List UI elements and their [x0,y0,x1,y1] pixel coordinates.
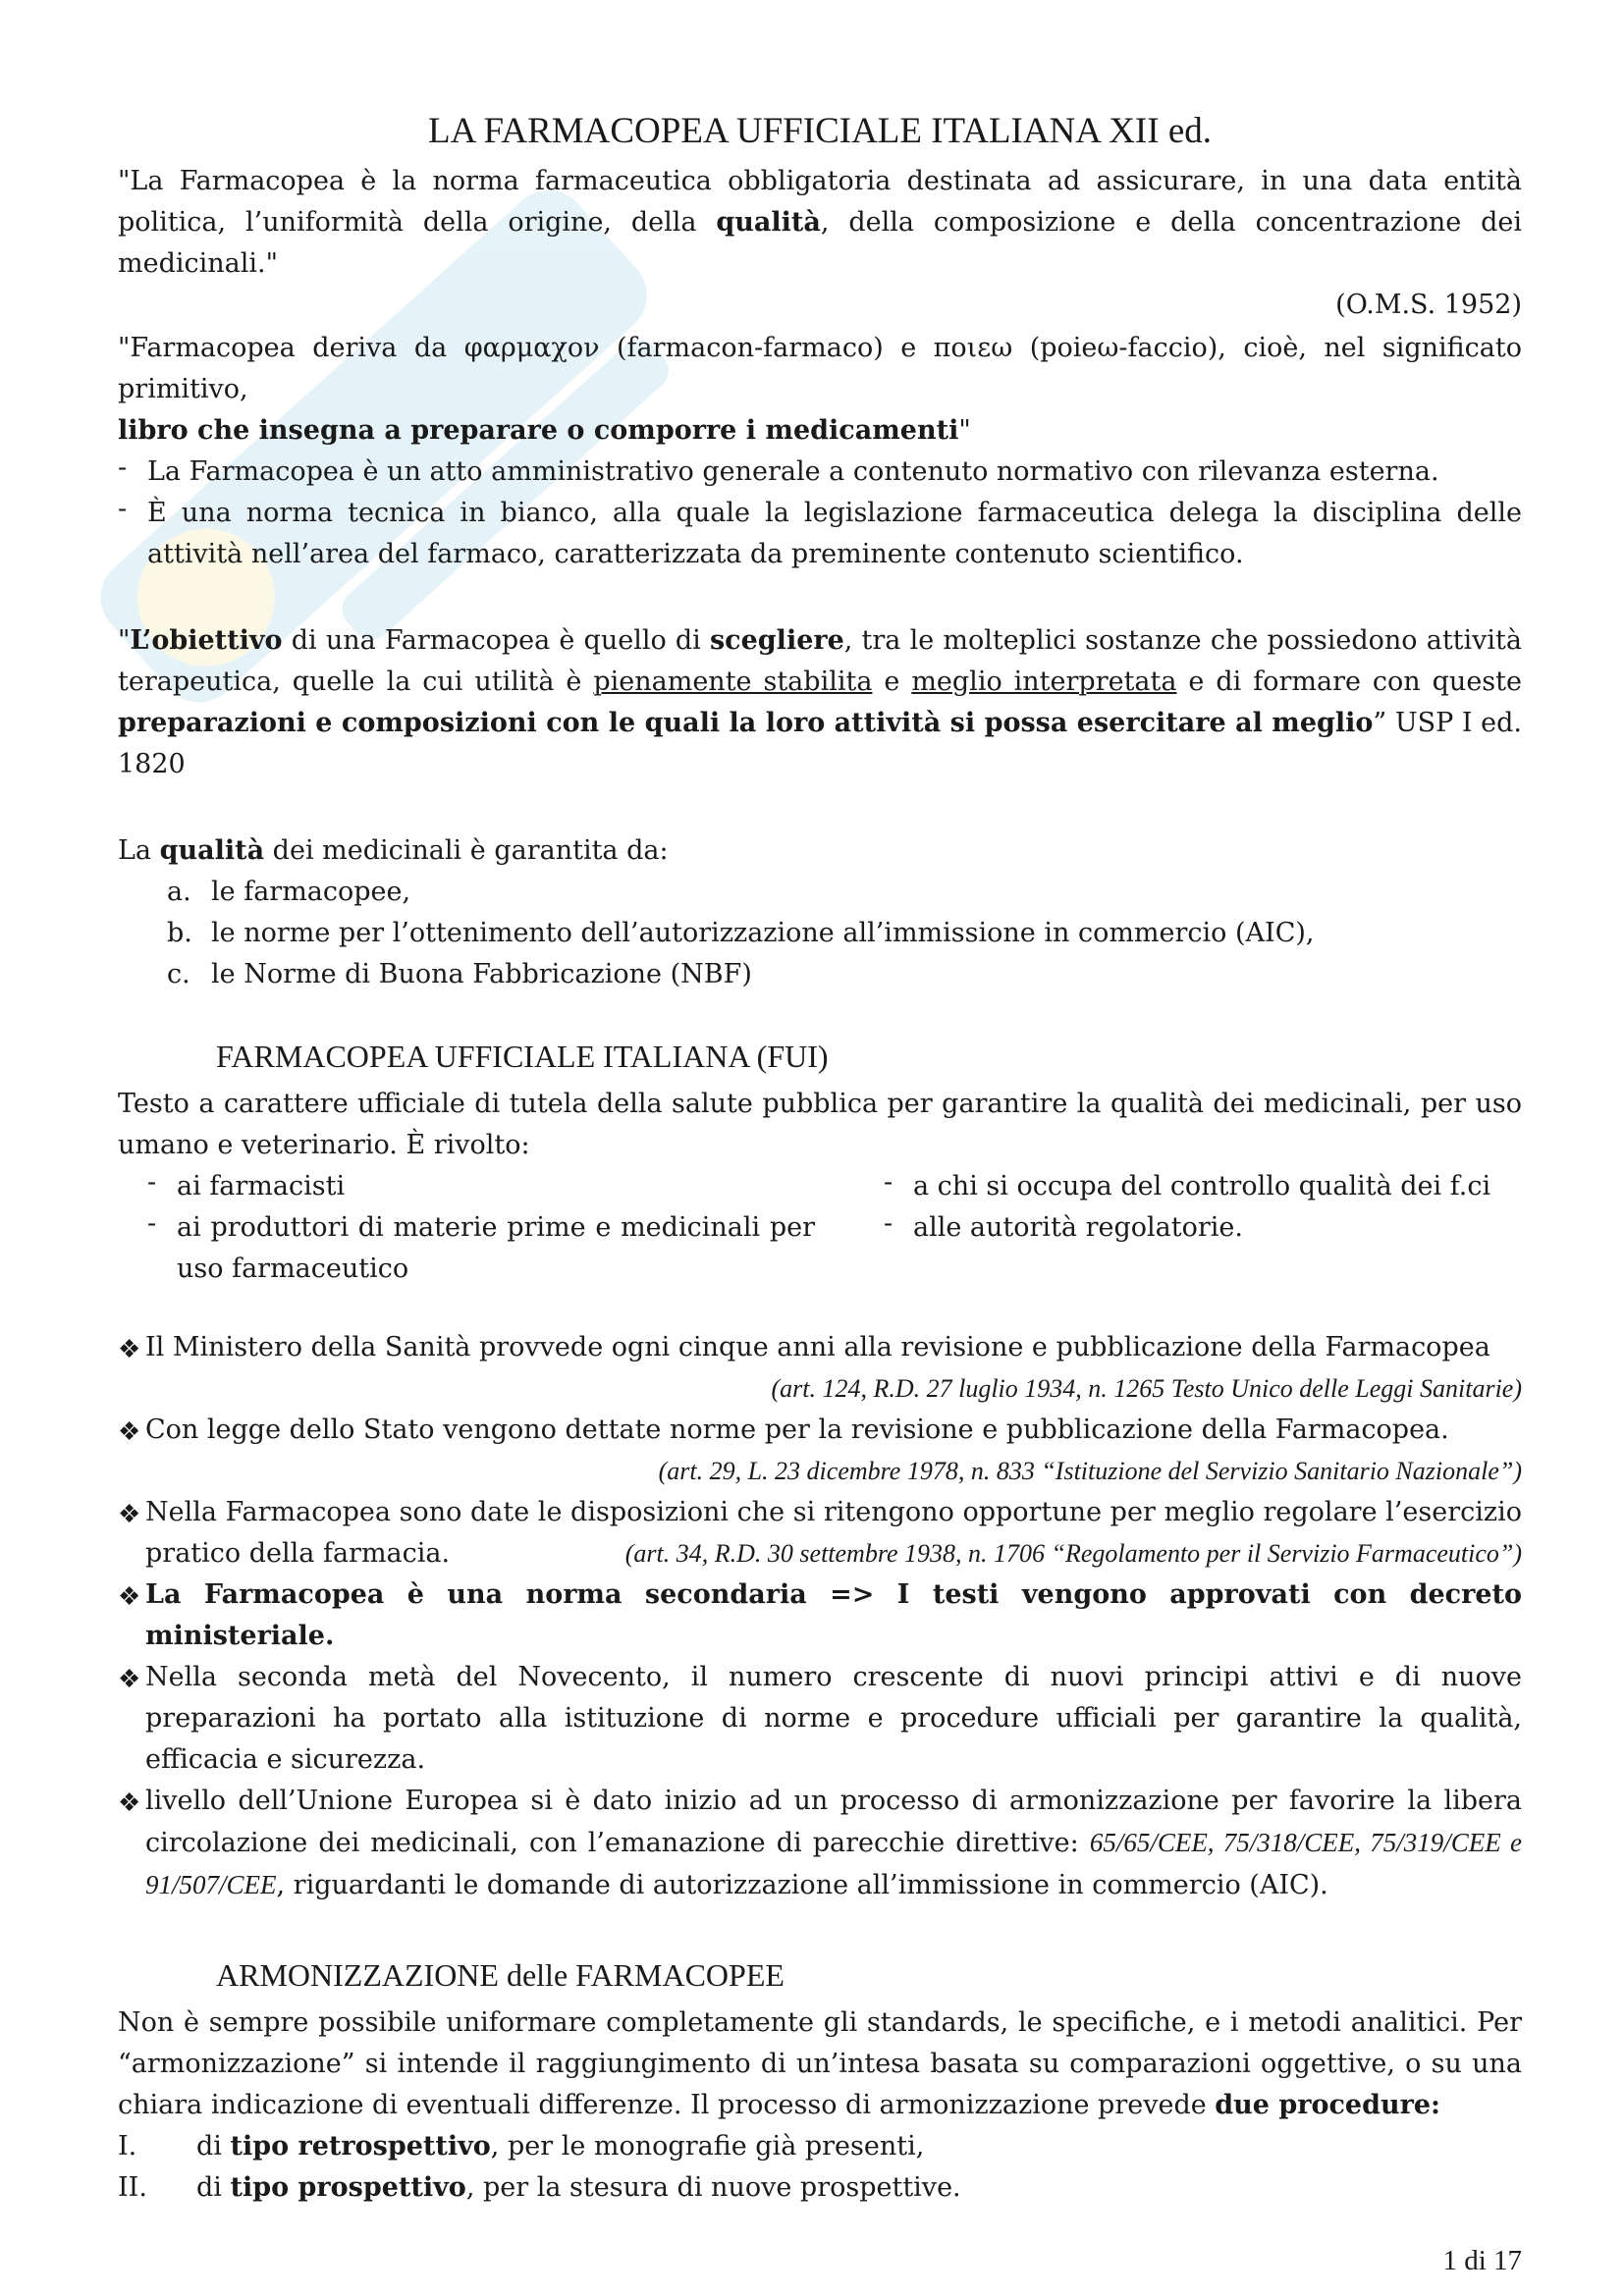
fui-paragraph: Testo a carattere ufficiale di tutela della salute pubblica per garantire la qualità dei medicinali, per uso umano e veterinario. È rivolto: [118,1089,1522,1160]
quality-intro: La qualità dei medicinali è garantita da: [118,835,669,866]
list-item: - È una norma tecnica in bianco, alla quale la legislazione farmaceutica delega la disciplina delle attività nell’area del farmaco, caratterizzata da preminente contenuto scientifico. [118,493,1522,575]
list-item: ❖ La Farmacopea è una norma secondaria => I testi vengono approvati con decreto ministeriale. [118,1575,1522,1657]
page-title: LA FARMACOPEA UFFICIALE ITALIANA XII ed. [427,111,1212,151]
list-item: - a chi si occupa del controllo qualità dei f.ci [884,1166,1522,1207]
list-item: c. le Norme di Buona Fabbricazione (NBF) [167,959,752,989]
list-item: II. di tipo prospettivo, per la stesura di nuove prospettive. [118,2172,961,2203]
fui-heading: FARMACOPEA UFFICIALE ITALIANA (FUI) [216,1039,829,1074]
diamond-bullet-icon: ❖ [118,1789,141,1818]
intro-source: (O.M.S. 1952) [1335,290,1522,320]
diamond-bullet-icon: ❖ [118,1335,141,1364]
list-item: - ai farmacisti [147,1166,815,1207]
list-item: ❖ Con legge dello Stato vengono dettate norme per la revisione e pubblicazione della Farmacopea. (art. 29, L. 23 dicembre 1978, n. 833 “Istituzione del Servizio Sanitario Nazionale”) [118,1410,1522,1492]
page-number: 1 di 17 [1442,2245,1522,2276]
list-item: b. le norme per l’ottenimento dell’autorizzazione all’immissione in commercio (AIC), [167,918,1315,948]
list-item: - ai produttori di materie prime e medicinali per uso farmaceutico [147,1207,815,1290]
etymology-paragraph: "Farmacopea deriva da φαρμαχον (farmacon-farmaco) e ποιεω (poieω-faccio), cioè, nel significato primitivo, libro che insegna a preparare o comporre i medicamenti" [118,333,1522,446]
regulation-list [118,1327,1522,1906]
quality-list [118,872,1522,995]
law-reference: (art. 29, L. 23 dicembre 1978, n. 833 “Istituzione del Servizio Sanitario Nazionale”) [658,1457,1522,1485]
harmonization-heading: ARMONIZZAZIONE delle FARMACOPEE [216,1957,785,1993]
list-item: - alle autorità regolatorie. [884,1207,1522,1249]
audience-list-right [884,1166,1522,1290]
objective-paragraph: "L’obiettivo di una Farmacopea è quello di scegliere, tra le molteplici sostanze che possiedono attività terapeutica, quelle la cui utilità è pienamente stabilita e meglio interpretata e di formare con queste preparazioni e composizioni con le quali la loro attività si possa esercitare al meglio” USP I ed. 1820 [118,625,1523,779]
law-reference: (art. 124, R.D. 27 luglio 1934, n. 1265 Testo Unico delle Leggi Sanitarie) [771,1374,1522,1403]
list-item: a. le farmacopee, [167,877,411,907]
list-item: ❖ Nella seconda metà del Novecento, il numero crescente di nuovi principi attivi e di nuove preparazioni ha portato alla istituzione di norme e procedure ufficiali per garantire la qualità, efficacia e sicurezza. [118,1657,1522,1781]
diamond-bullet-icon: ❖ [118,1665,141,1694]
list-item: I. di tipo retrospettivo, per le monografie già presenti, [118,2131,925,2162]
intro-quote: "La Farmacopea è la norma farmaceutica obbligatoria destinata ad assicurare, in una data entità politica, l’uniformità della origine, della qualità, della composizione e della concentrazione dei medicinali." [118,166,1522,279]
diamond-bullet-icon: ❖ [118,1582,141,1612]
diamond-bullet-icon: ❖ [118,1417,141,1447]
procedure-list [118,2126,1522,2209]
list-item: - La Farmacopea è un atto amministrativo generale a contenuto normativo con rilevanza esterna. [118,452,1522,493]
diamond-bullet-icon: ❖ [118,1500,141,1529]
list-item: ❖ livello dell’Unione Europea si è dato inizio ad un processo di armonizzazione per favorire la libera circolazione dei medicinali, con l’emanazione di parecchie direttive: 65/65/CEE, 75/318/CEE, 75/319/CEE e 91/507/CEE, riguardanti le domande di autorizzazione all’immissione in commercio (AIC). [118,1781,1522,1906]
list-item: ❖ Nella Farmacopea sono date le disposizioni che si ritengono opportune per meglio regolare l’esercizio pratico della farmacia. (art. 34, R.D. 30 settembre 1938, n. 1706 “Regolamento per il Servizio Farmaceutico”) [118,1492,1522,1575]
definition-list [118,452,1522,575]
audience-list-left [118,1166,815,1290]
document-body [118,108,1522,2209]
law-reference: (art. 34, R.D. 30 settembre 1938, n. 1706 “Regolamento per il Servizio Farmaceutico”) [624,1539,1522,1568]
harmonization-paragraph: Non è sempre possibile uniformare completamente gli standards, le specifiche, e i metodi analitici. Per “armonizzazione” si intende il raggiungimento di un’intesa basata su comparazioni oggettive, o su una chiara indicazione di eventuali differenze. Il processo di armonizzazione prevede due procedure: [118,2007,1522,2120]
audience-columns [118,1166,1522,1290]
list-item: ❖ Il Ministero della Sanità provvede ogni cinque anni alla revisione e pubblicazione della Farmacopea (art. 124, R.D. 27 luglio 1934, n. 1265 Testo Unico delle Leggi Sanitarie) [118,1327,1522,1410]
